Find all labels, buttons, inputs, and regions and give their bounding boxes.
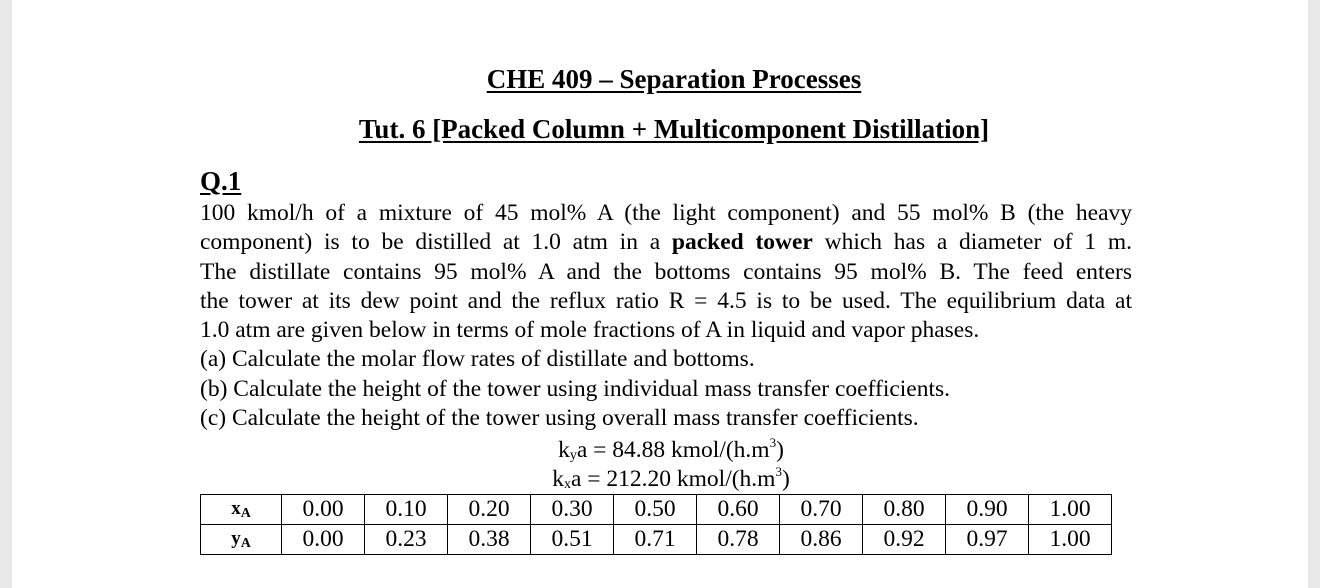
table-row-x [201,495,1112,525]
paragraph-line-2a: component) is to be distilled at 1.0 atm in a [200,229,672,256]
table-cell: 1.00 [1029,495,1112,525]
table-cell: 0.23 [365,525,448,555]
document-page [12,0,1308,588]
table-cell: 1.00 [1029,525,1112,555]
x-header [201,495,282,525]
table-cell: 0.78 [697,525,780,555]
x-label-sub: A [240,505,251,521]
table-cell: 0.20 [448,495,531,525]
question-label: Q.1 [200,166,242,196]
question-body [200,199,1132,433]
ky-coefficient [23,435,1319,464]
part-b: (b) Calculate the height of the tower using individual mass transfer coefficients. [200,375,951,402]
kx-k: k [552,466,564,492]
table-cell: 0.50 [614,495,697,525]
ky-sub: y [569,448,577,463]
y-label: y [231,527,241,549]
table-cell: 0.92 [863,525,946,555]
table-cell: 0.51 [531,525,614,555]
table-cell: 0.97 [946,525,1029,555]
paragraph-line-1: 100 kmol/h of a mixture of 45 mol% A (the light component) and 55 mol% B (the heavy [200,200,1132,226]
table-cell: 0.30 [531,495,614,525]
kx-end: ) [781,466,790,492]
part-c: (c) Calculate the height of the tower using overall mass transfer coefficients. [200,405,919,432]
tutorial-title: Tut. 6 [Packed Column + Multicomponent Distillation] [358,114,990,144]
paragraph-line-2 [200,228,1132,257]
table-cell: 0.00 [282,525,365,555]
kx-sup: 3 [775,464,782,479]
table-cell: 0.86 [780,525,863,555]
ky-end: ) [776,437,784,463]
ky-value: a = 84.88 kmol/(h.m [576,437,770,463]
ky-sup: 3 [769,435,777,450]
part-a: (a) Calculate the molar flow rates of distillate and bottoms. [200,346,755,373]
paragraph-line-5: 1.0 atm are given below in terms of mole fractions of A in liquid and vapor phases. [200,317,980,344]
kx-value: a = 212.20 kmol/(h.m [570,466,776,492]
table-cell: 0.60 [697,495,780,525]
table-cell: 0.10 [365,495,448,525]
y-label-sub: A [240,535,251,551]
table-cell: 0.70 [780,495,863,525]
y-header [201,525,282,555]
table-cell: 0.38 [448,525,531,555]
course-title: CHE 409 – Separation Processes [486,64,862,94]
kx-sub: x [563,477,571,492]
paragraph-line-4: the tower at its dew point and the reflux ratio R = 4.5 is to be used. The equilibrium data at [200,287,1132,314]
table-cell: 0.80 [863,495,946,525]
ky-k: k [558,437,570,463]
paragraph-line-2c: which has a diameter of 1 m. [812,229,1132,256]
paragraph-line-3: The distillate contains 95 mol% A and the bottoms contains 95 mol% B. The feed enters [200,258,1132,285]
table-row-y [201,525,1112,555]
table-cell: 0.71 [614,525,697,555]
equilibrium-data-table [200,494,1112,555]
kx-coefficient [23,464,1319,493]
table-cell: 0.00 [282,495,365,525]
packed-tower-emphasis: packed tower [671,229,813,256]
x-label: x [231,497,241,519]
table-cell: 0.90 [946,495,1029,525]
